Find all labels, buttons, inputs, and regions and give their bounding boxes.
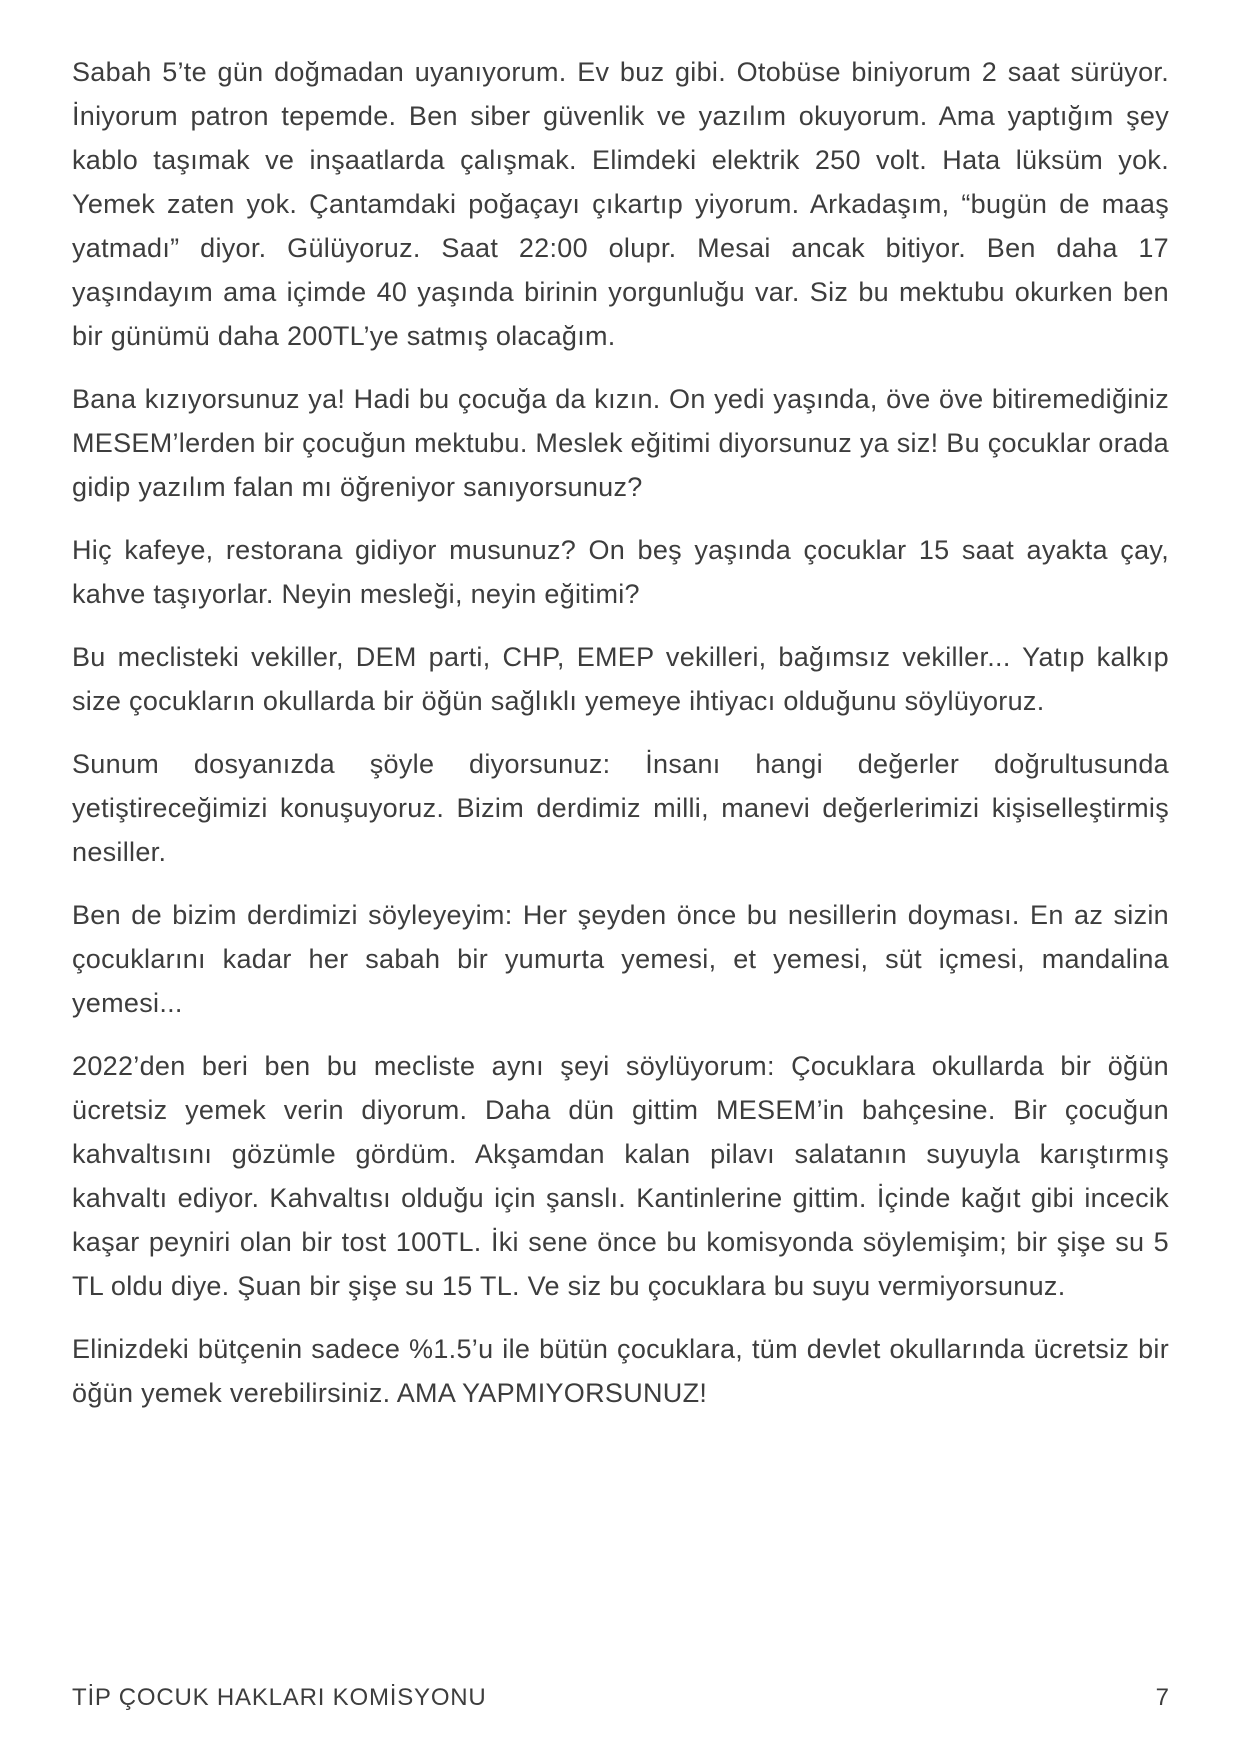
page-number: 7 — [1155, 1684, 1169, 1711]
document-body — [72, 50, 1169, 1415]
paragraph: Hiç kafeye, restorana gidiyor musunuz? On beş yaşında çocuklar 15 saat ayakta çay, kahve taşıyorlar. Neyin mesleği, neyin eğitimi? — [72, 535, 1169, 609]
paragraph: Elinizdeki bütçenin sadece %1.5’u ile bütün çocuklara, tüm devlet okullarında ücretsiz bir öğün yemek verebilirsiniz. AMA YAPMIYORSUNUZ! — [72, 1334, 1169, 1408]
page-footer — [72, 1684, 1169, 1712]
paragraph: Sabah 5’te gün doğmadan uyanıyorum. Ev buz gibi. Otobüse biniyorum 2 saat sürüyor. İniyorum patron tepemde. Ben siber güvenlik ve yazılım okuyorum. Ama yaptığım şey kablo taşımak ve inşaatlarda çalışmak. Elimdeki elektrik 250 volt. Hata lüksüm yok. Yemek zaten yok. Çantamdaki poğaçayı çıkartıp yiyorum. Arkadaşım, “bugün de maaş yatmadı” diyor. Gülüyoruz. Saat 22:00 olupr. Mesai ancak bitiyor. Ben daha 17 yaşındayım ama içimde 40 yaşında birinin yorgunluğu var. Siz bu mektubu okurken ben bir günümü daha 200TL’ye satmış olacağım. — [72, 57, 1169, 351]
paragraph: Bu meclisteki vekiller, DEM parti, CHP, EMEP vekilleri, bağımsız vekiller... Yatıp kalkıp size çocukların okullarda bir öğün sağlıklı yemeye ihtiyacı olduğunu söylüyoruz. — [72, 642, 1169, 716]
paragraph: Sunum dosyanızda şöyle diyorsunuz: İnsanı hangi değerler doğrultusunda yetiştireceğimizi konuşuyoruz. Bizim derdimiz milli, manevi değerlerimizi kişiselleştirmiş nesiller. — [72, 749, 1169, 867]
paragraph: 2022’den beri ben bu mecliste aynı şeyi söylüyorum: Çocuklara okullarda bir öğün ücretsiz yemek verin diyorum. Daha dün gittim MESEM’in bahçesine. Bir çocuğun kahvaltısını gözümle gördüm. Akşamdan kalan pilavı salatanın suyuyla karıştırmış kahvaltı ediyor. Kahvaltısı olduğu için şanslı. Kantinlerine gittim. İçinde kağıt gibi incecik kaşar peyniri olan bir tost 100TL. İki sene önce bu komisyonda söylemişim; bir şişe su 5 TL oldu diye. Şuan bir şişe su 15 TL. Ve siz bu çocuklara bu suyu vermiyorsunuz. — [72, 1051, 1169, 1301]
footer-title: TİP ÇOCUK HAKLARI KOMİSYONU — [72, 1684, 487, 1711]
paragraph: Ben de bizim derdimizi söyleyeyim: Her şeyden önce bu nesillerin doyması. En az sizin çocuklarını kadar her sabah bir yumurta yemesi, et yemesi, süt içmesi, mandalina yemesi... — [72, 900, 1169, 1018]
paragraph: Bana kızıyorsunuz ya! Hadi bu çocuğa da kızın. On yedi yaşında, öve öve bitiremediğiniz MESEM’lerden bir çocuğun mektubu. Meslek eğitimi diyorsunuz ya siz! Bu çocuklar orada gidip yazılım falan mı öğreniyor sanıyorsunuz? — [72, 384, 1169, 502]
